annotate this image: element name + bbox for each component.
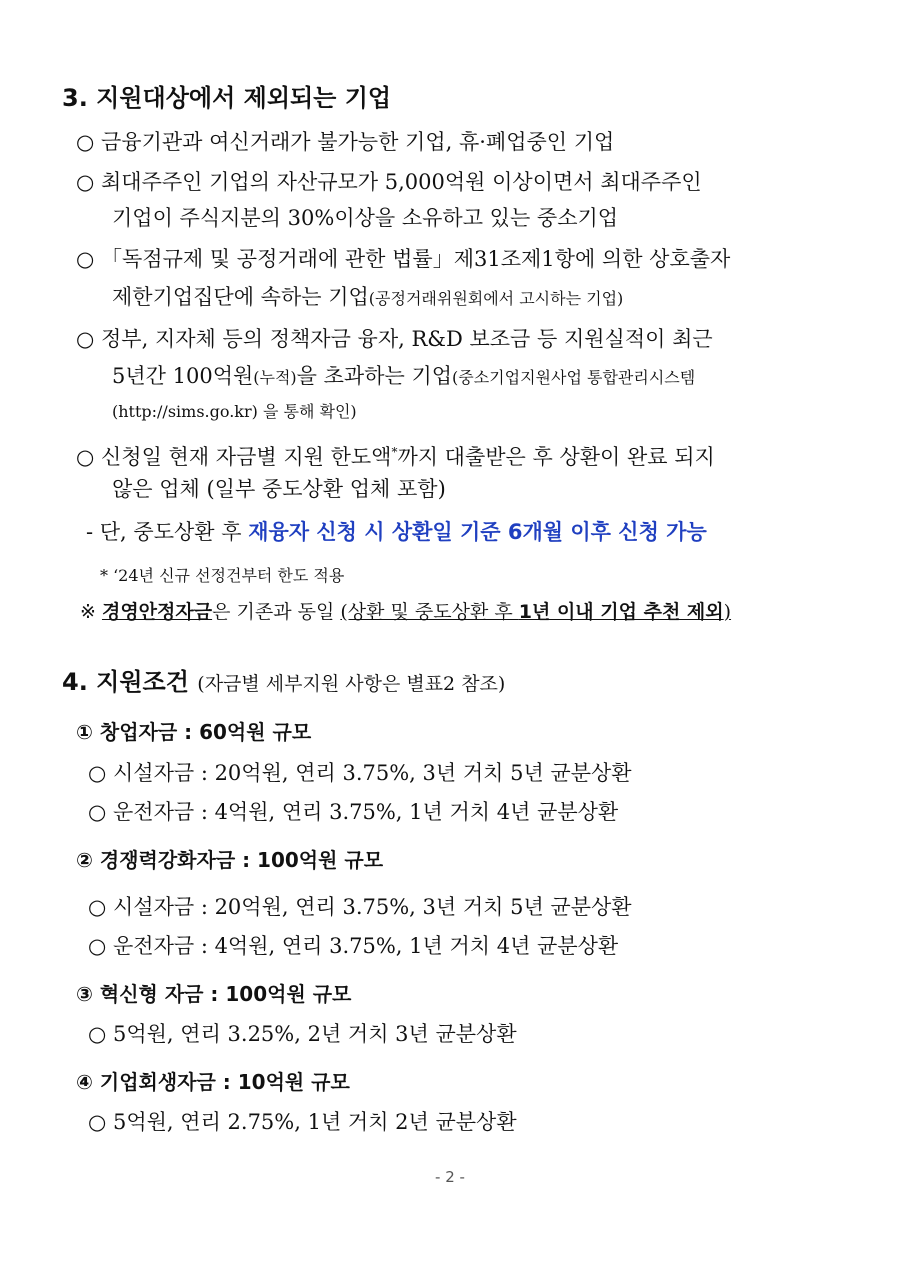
list-item (76, 168, 702, 196)
bullet-icon: ○ (76, 170, 95, 194)
fund-heading: ③ 혁신형 자금 : 100억원 규모 (76, 982, 352, 1006)
list-item (76, 438, 715, 471)
list-item (76, 128, 614, 156)
bullet-icon: ○ (76, 327, 95, 351)
item-text: 정부, 지자체 등의 정책자금 융자, R&D 보조금 등 지원실적이 최근 (101, 327, 713, 351)
remark (80, 598, 731, 626)
item-text: 5년간 100억원 (112, 364, 254, 388)
item-text-continued (112, 362, 695, 392)
page-number: - 2 - (435, 1168, 465, 1186)
section4-heading: 4. 지원조건 (62, 668, 189, 696)
list-item (76, 245, 730, 273)
bullet-icon: ○ (76, 130, 95, 154)
item-text-continued (112, 283, 623, 313)
section4-subtitle: (자금별 세부지원 사항은 별표2 참조) (197, 673, 506, 695)
note-text: - 단, 중도상환 후 (86, 520, 249, 544)
fund-heading: ④ 기업회생자금 : 10억원 규모 (76, 1070, 350, 1094)
fund-item: ○ 시설자금 : 20억원, 연리 3.75%, 3년 거치 5년 균분상환 (88, 895, 632, 919)
fund-item: ○ 5억원, 연리 2.75%, 1년 거치 2년 균분상환 (88, 1110, 517, 1134)
item-text: 을 초과하는 기업 (296, 364, 453, 388)
note-highlight: 재융자 신청 시 상환일 기준 6개월 이후 신청 가능 (248, 520, 707, 544)
fund-item: ○ 운전자금 : 4억원, 연리 3.75%, 1년 거치 4년 균분상환 (88, 934, 619, 958)
item-text: 제한기업집단에 속하는 기업 (112, 285, 369, 309)
fund-heading: ② 경쟁력강화자금 : 100억원 규모 (76, 848, 384, 872)
fund-heading: ① 창업자금 : 60억원 규모 (76, 720, 312, 744)
footnote: * ‘24년 신규 선정건부터 한도 적용 (100, 566, 345, 585)
remark-text: 은 기존과 동일 (212, 601, 341, 623)
item-text: 「독점규제 및 공정거래에 관한 법률」제31조제1항에 의한 상호출자 (101, 247, 731, 271)
item-text: 까지 대출받은 후 상환이 완료 되지 (397, 445, 715, 469)
item-text: 금융기관과 여신거래가 불가능한 기업, 휴·폐업중인 기업 (101, 130, 615, 154)
remark-paren: (상환 및 중도상환 후 1년 이내 기업 추천 제외) (340, 601, 732, 623)
section3-title: 3. 지원대상에서 제외되는 기업 (62, 84, 392, 112)
footnote-marker: * (391, 445, 398, 459)
item-text: 최대주주인 기업의 자산규모가 5,000억원 이상이면서 최대주주인 (101, 170, 702, 194)
item-text-continued: 않은 업체 (일부 중도상환 업체 포함) (112, 477, 446, 501)
exception-note (86, 518, 707, 546)
section4-title (62, 666, 505, 700)
item-text: 신청일 현재 자금별 지원 한도액 (101, 445, 392, 469)
item-note: (누적) (253, 368, 297, 387)
remark-bold: 경영안정자금 (101, 601, 213, 623)
fund-item: ○ 운전자금 : 4억원, 연리 3.75%, 1년 거치 4년 균분상환 (88, 800, 619, 824)
bullet-icon: ○ (76, 247, 95, 271)
item-text-continued: (http://sims.go.kr) 을 통해 확인) (112, 402, 357, 421)
item-text-continued: 기업이 주식지분의 30%이상을 소유하고 있는 중소기업 (112, 206, 619, 230)
list-item (76, 325, 713, 353)
item-note: (공정거래위원회에서 고시하는 기업) (368, 289, 624, 308)
fund-item: ○ 시설자금 : 20억원, 연리 3.75%, 3년 거치 5년 균분상환 (88, 761, 632, 785)
item-note: (중소기업지원사업 통합관리시스템 (452, 368, 696, 387)
remark-icon: ※ (80, 601, 96, 623)
fund-item: ○ 5억원, 연리 3.25%, 2년 거치 3년 균분상환 (88, 1022, 517, 1046)
bullet-icon: ○ (76, 445, 95, 469)
